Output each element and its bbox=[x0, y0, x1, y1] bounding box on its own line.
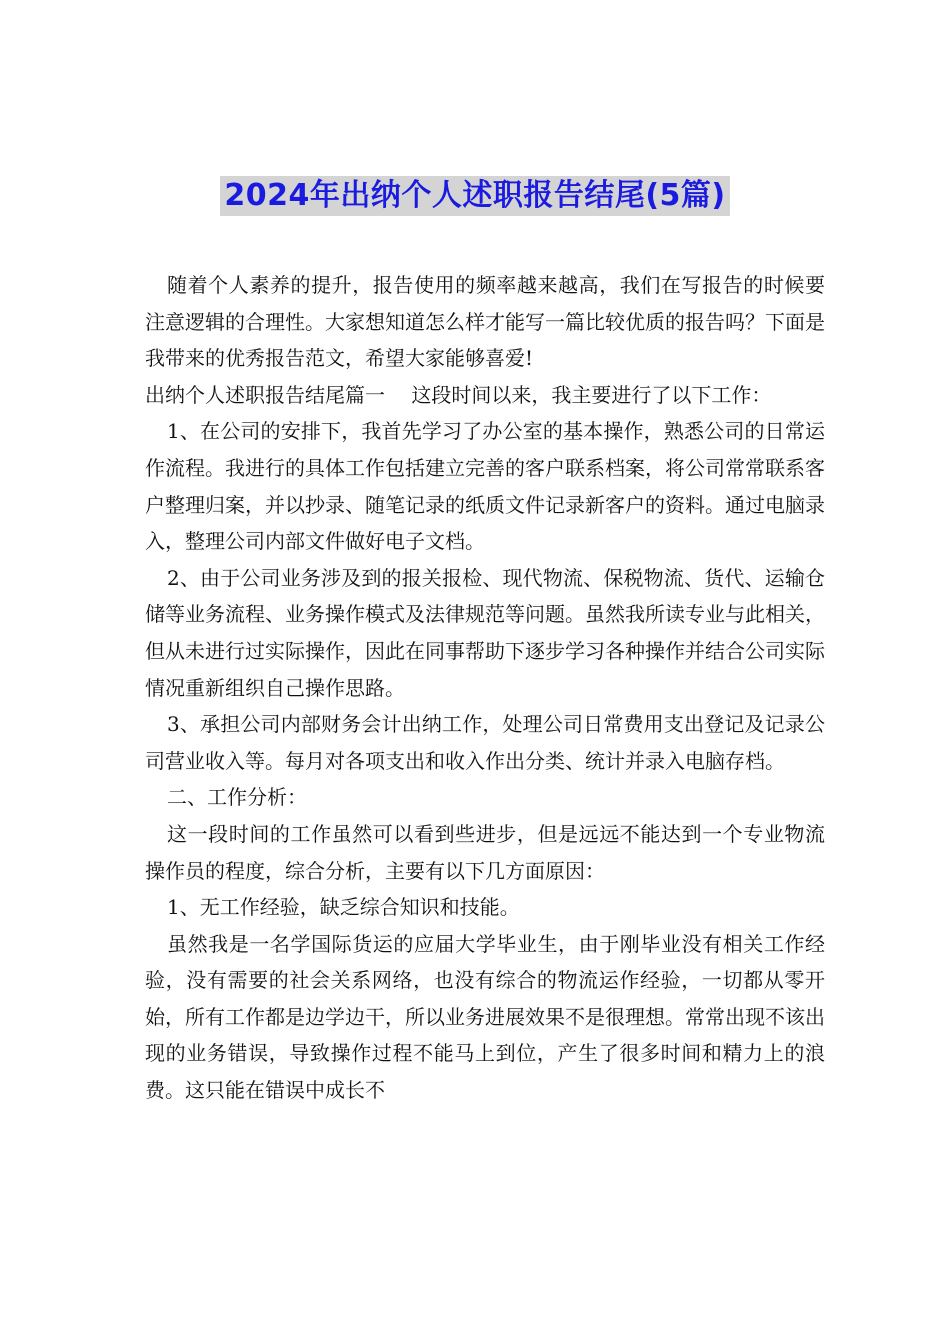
paragraph-item-1: 1、在公司的安排下，我首先学习了办公室的基本操作，熟悉公司的日常运作流程。我进行的具体工作包括建立完善的客户联系档案，将公司常常联系客户整理归案，并以抄录、随笔记录的纸质文件记录新客户的资料。通过电脑录入，整理公司内部文件做好电子文档。 bbox=[145, 419, 825, 554]
paragraph-section-heading: 出纳个人述职报告结尾篇一 这段时间以来，我主要进行了以下工作： bbox=[145, 382, 772, 407]
paragraph-reason-1: 1、无工作经验，缺乏综合知识和技能。 bbox=[167, 895, 520, 920]
paragraph-item-2: 2、由于公司业务涉及到的报关报检、现代物流、保税物流、货代、运输仓储等业务流程、业务操作模式及法律规范等问题。虽然我所读专业与此相关，但从未进行过实际操作，因此在同事帮助下逐步学习各种操作并结合公司实际情况重新组织自己操作思路。 bbox=[145, 565, 825, 700]
paragraph-analysis-heading: 二、工作分析： bbox=[167, 785, 307, 810]
document-body bbox=[145, 267, 825, 1109]
document-title: 2024年出纳个人述职报告结尾(5篇) bbox=[220, 176, 729, 216]
title-container bbox=[0, 176, 950, 216]
paragraph-item-3: 3、承担公司内部财务会计出纳工作，处理公司日常费用支出登记及记录公司营业收入等。每月对各项支出和收入作出分类、统计并录入电脑存档。 bbox=[145, 712, 825, 773]
paragraph-analysis-intro: 这一段时间的工作虽然可以看到些进步，但是远远不能达到一个专业物流操作员的程度，综合分析，主要有以下几方面原因： bbox=[145, 821, 825, 883]
paragraph-reason-1-detail: 虽然我是一名学国际货运的应届大学毕业生，由于刚毕业没有相关工作经验，没有需要的社会关系网络，也没有综合的物流运作经验，一切都从零开始，所有工作都是边学边干，所以业务进展效果不是很理想。常常出现不该出现的业务错误，导致操作过程不能马上到位，产生了很多时间和精力上的浪费。这只能在错误中成长不 bbox=[145, 931, 825, 1103]
paragraph-intro: 随着个人素养的提升，报告使用的频率越来越高，我们在写报告的时候要注意逻辑的合理性。大家想知道怎么样才能写一篇比较优质的报告吗？下面是我带来的优秀报告范文，希望大家能够喜爱! bbox=[145, 273, 825, 371]
